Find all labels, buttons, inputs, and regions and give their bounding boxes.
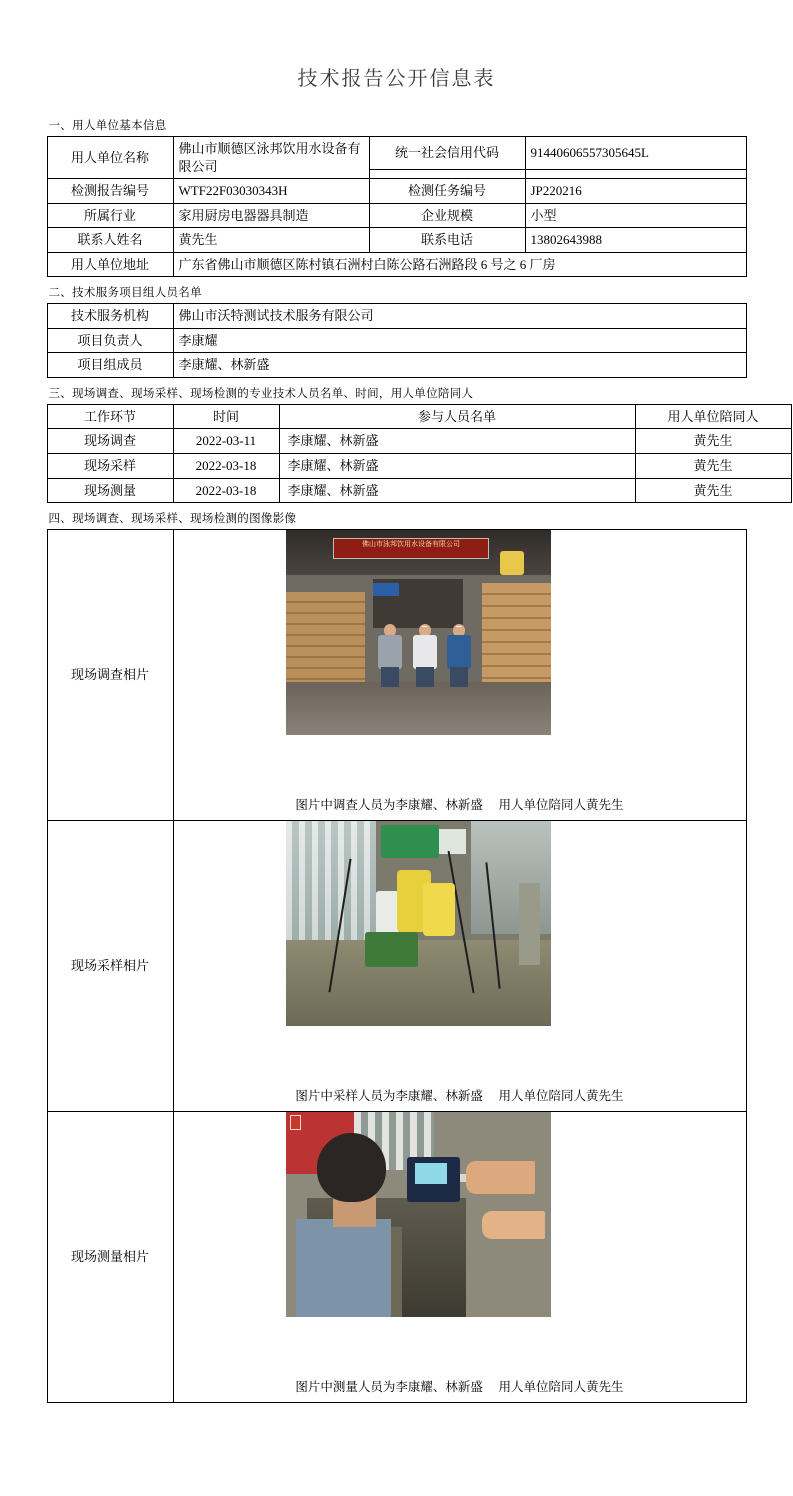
- measure-photo-caption: 图片中测量人员为李康耀、林新盛 用人单位陪同人黄先生: [295, 1380, 624, 1395]
- photo-worker-head: [317, 1133, 386, 1203]
- cell-value-credit-code: 91440606557305645L: [525, 137, 746, 170]
- cell-accompany: 黄先生: [635, 454, 791, 479]
- photo-hand-upper: [466, 1161, 535, 1194]
- photo-floor: [286, 940, 551, 1026]
- cell-stage: 现场采样: [47, 454, 173, 479]
- cell-value-contact-phone: 13802643988: [525, 228, 746, 253]
- cell-label-survey-photo: 现场调查相片: [47, 530, 173, 821]
- table-row: [47, 454, 791, 479]
- cell-stage: 现场调查: [47, 429, 173, 454]
- cell-value-project-members: 李康耀、林新盛: [173, 353, 746, 378]
- survey-photo-caption: 图片中调查人员为李康耀、林新盛 用人单位陪同人黄先生: [295, 798, 624, 813]
- sampling-photo-image: [286, 821, 551, 1026]
- column-header-people: 参与人员名单: [279, 404, 635, 429]
- cell-measure-photo: [173, 1112, 746, 1403]
- survey-photo-image: [286, 530, 551, 735]
- cell-label-project-leader: 项目负责人: [47, 328, 173, 353]
- photo-bottle-white: [376, 891, 400, 936]
- cell-label-task-no: 检测任务编号: [369, 179, 525, 204]
- cell-accompany: 黄先生: [635, 478, 791, 503]
- photo-worker-shirt: [296, 1219, 391, 1317]
- table-row: [47, 821, 746, 1112]
- column-header-accompany: 用人单位陪同人: [635, 404, 791, 429]
- cell-label-report-no: 检测报告编号: [47, 179, 173, 204]
- cell-label-measure-photo: 现场测量相片: [47, 1112, 173, 1403]
- cell-sampling-photo: [173, 821, 746, 1112]
- employer-info-table: [47, 136, 747, 277]
- photo-person-left: [378, 624, 402, 686]
- photo-sign: [373, 583, 400, 595]
- photo-hand-lower: [482, 1211, 546, 1240]
- cell-label-scale: 企业规模: [369, 203, 525, 228]
- photo-banner: [333, 538, 489, 558]
- cell-label-credit-code: 统一社会信用代码: [369, 137, 525, 170]
- column-header-time: 时间: [173, 404, 279, 429]
- table-row: [47, 328, 746, 353]
- photo-white-box: [439, 829, 466, 854]
- section-heading-employer: 一、用人单位基本信息: [48, 118, 167, 132]
- photo-boxes-left: [286, 592, 366, 690]
- cell-date: 2022-03-11: [173, 429, 279, 454]
- cell-value-industry: 家用厨房电器器具制造: [173, 203, 369, 228]
- table-row: [47, 252, 746, 277]
- photo-person-center: [413, 624, 437, 686]
- table-row: [47, 228, 746, 253]
- table-row: [47, 530, 746, 821]
- cell-people: 李康耀、林新盛: [279, 478, 635, 503]
- cell-label-sampling-photo: 现场采样相片: [47, 821, 173, 1112]
- cell-label-address: 用人单位地址: [47, 252, 173, 277]
- table-row: [47, 137, 746, 170]
- cell-label-project-members: 项目组成员: [47, 353, 173, 378]
- photo-bottle-yellow-2: [423, 883, 455, 936]
- cell-people: 李康耀、林新盛: [279, 429, 635, 454]
- cell-value-company-name: 佛山市顺德区泳邦饮用水设备有限公司: [173, 137, 369, 179]
- section-heading-images: 四、现场调查、现场采样、现场检测的图像影像: [48, 511, 297, 526]
- photos-table: [47, 529, 747, 1403]
- cell-stage: 现场测量: [47, 478, 173, 503]
- cell-accompany: 黄先生: [635, 429, 791, 454]
- sampling-photo-caption: 图片中采样人员为李康耀、林新盛 用人单位陪同人黄先生: [295, 1089, 624, 1104]
- cell-value-address: 广东省佛山市顺德区陈村镇石洲村白陈公路石洲路段 6 号之 6 厂房: [173, 252, 746, 277]
- cell-value-service-org: 佛山市沃特测试技术服务有限公司: [173, 304, 746, 329]
- photo-floor: [286, 682, 551, 735]
- photo-green-bag: [365, 932, 418, 967]
- document-content: [47, 91, 759, 1403]
- cell-label-service-org: 技术服务机构: [47, 304, 173, 329]
- onsite-table: [47, 404, 792, 503]
- measure-photo-image: [286, 1112, 551, 1317]
- team-table: [47, 303, 747, 378]
- photo-boxes-right: [482, 583, 551, 690]
- cell-value-task-no: JP220216: [525, 179, 746, 204]
- cell-label-company-name: 用人单位名称: [47, 137, 173, 179]
- table-row: [47, 478, 791, 503]
- section-heading-onsite: 三、现场调查、现场采样、现场检测的专业技术人员名单、时间，用人单位陪同人: [48, 385, 474, 400]
- table-header-row: [47, 404, 791, 429]
- photo-wall-stripes: [286, 821, 376, 948]
- section-heading-team: 二、技术服务项目组人员名单: [48, 285, 202, 300]
- cell-people: 李康耀、林新盛: [279, 454, 635, 479]
- photo-person-right: [447, 624, 471, 686]
- cell-date: 2022-03-18: [173, 478, 279, 503]
- table-row: [47, 1112, 746, 1403]
- photo-yellow-object: [500, 551, 524, 576]
- cell-date: 2022-03-18: [173, 454, 279, 479]
- photo-pipe: [519, 883, 540, 965]
- table-row: [47, 203, 746, 228]
- photo-green-box: [381, 825, 439, 858]
- cell-label-contact-name: 联系人姓名: [47, 228, 173, 253]
- cell-label-industry: 所属行业: [47, 203, 173, 228]
- table-row: [47, 179, 746, 204]
- cell-value-project-leader: 李康耀: [173, 328, 746, 353]
- cell-value-scale: 小型: [525, 203, 746, 228]
- table-row: [47, 353, 746, 378]
- photo-meter-screen: [415, 1163, 447, 1184]
- table-row: [47, 304, 746, 329]
- photo-banner-text: 佛山市泳邦饮用水设备有限公司: [362, 540, 461, 549]
- cell-label-contact-phone: 联系电话: [369, 228, 525, 253]
- table-row: [47, 429, 791, 454]
- cell-value-contact-name: 黄先生: [173, 228, 369, 253]
- cell-value-report-no: WTF22F03030343H: [173, 179, 369, 204]
- page-title: 技术报告公开信息表: [297, 66, 496, 90]
- cell-survey-photo: [173, 530, 746, 821]
- column-header-stage: 工作环节: [47, 404, 173, 429]
